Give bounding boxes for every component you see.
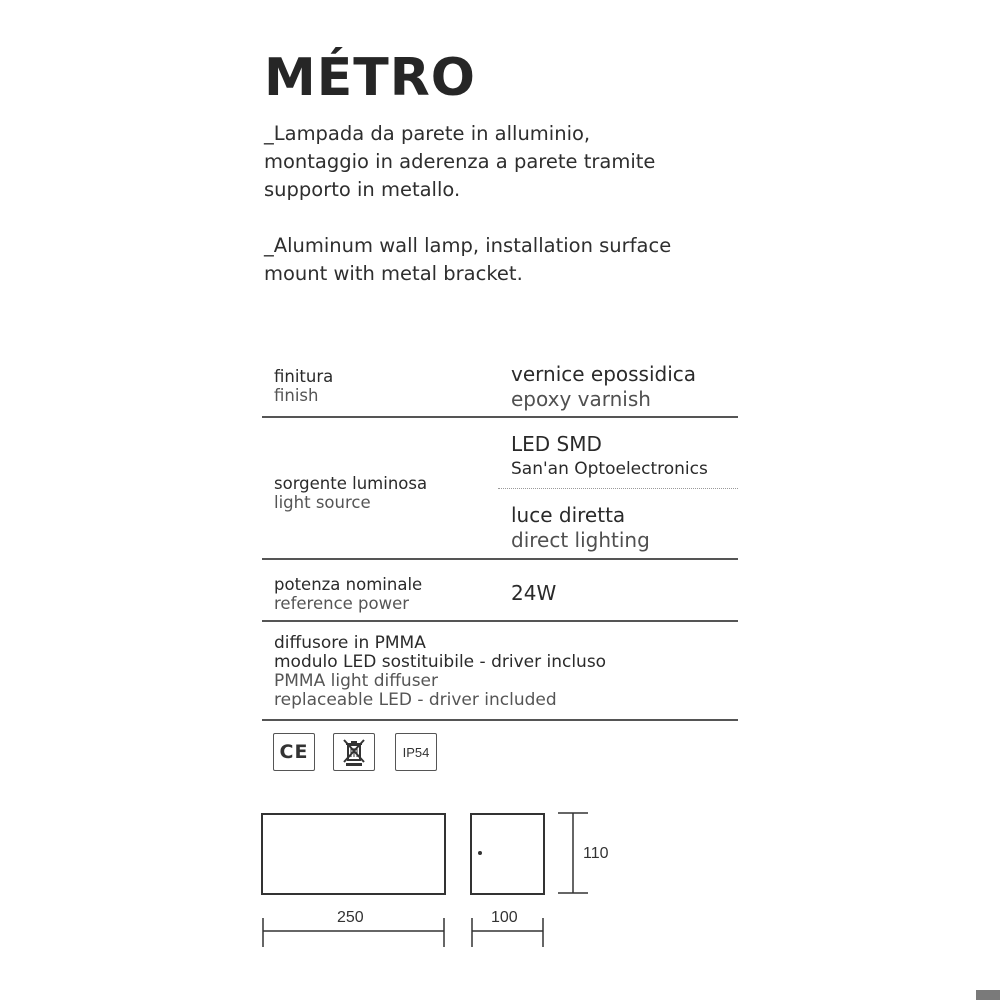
note-line: diffusore in PMMA: [274, 633, 426, 653]
note-line: PMMA light diffuser: [274, 671, 439, 691]
ce-mark-icon: CE: [273, 733, 315, 771]
light-source-label: sorgente luminosa light source: [274, 474, 428, 512]
ip-rating-badge: IP54: [395, 733, 437, 771]
note-line: modulo LED sostituibile - driver incluso: [274, 652, 607, 672]
description-line: _Lampada da parete in alluminio,: [264, 122, 591, 145]
light-source-direct-value: luce diretta direct lighting: [511, 503, 650, 552]
power-value: 24W: [511, 581, 557, 605]
finish-label: finitura finish: [274, 367, 334, 405]
side-view-dot: [478, 851, 482, 855]
finish-value: vernice epossidica epoxy varnish: [511, 362, 697, 411]
description-line: supporto in metallo.: [264, 178, 461, 201]
light-source-led-value: LED SMD San'an Optoelectronics: [511, 432, 708, 479]
width-dimension-label: 250: [337, 909, 364, 926]
description-line: _Aluminum wall lamp, installation surface: [264, 234, 672, 257]
side-view-outline: [471, 814, 544, 894]
front-view-outline: [262, 814, 445, 894]
power-label: potenza nominale reference power: [274, 575, 423, 613]
description-line: montaggio in aderenza a parete tramite: [264, 150, 656, 173]
height-dimension-label: 110: [583, 845, 609, 862]
depth-dimension-label: 100: [491, 909, 518, 926]
corner-marker: [976, 990, 1000, 1000]
note-line: replaceable LED - driver included: [274, 690, 557, 710]
product-title: MÉTRO: [264, 48, 476, 108]
description-line: mount with metal bracket.: [264, 262, 523, 285]
